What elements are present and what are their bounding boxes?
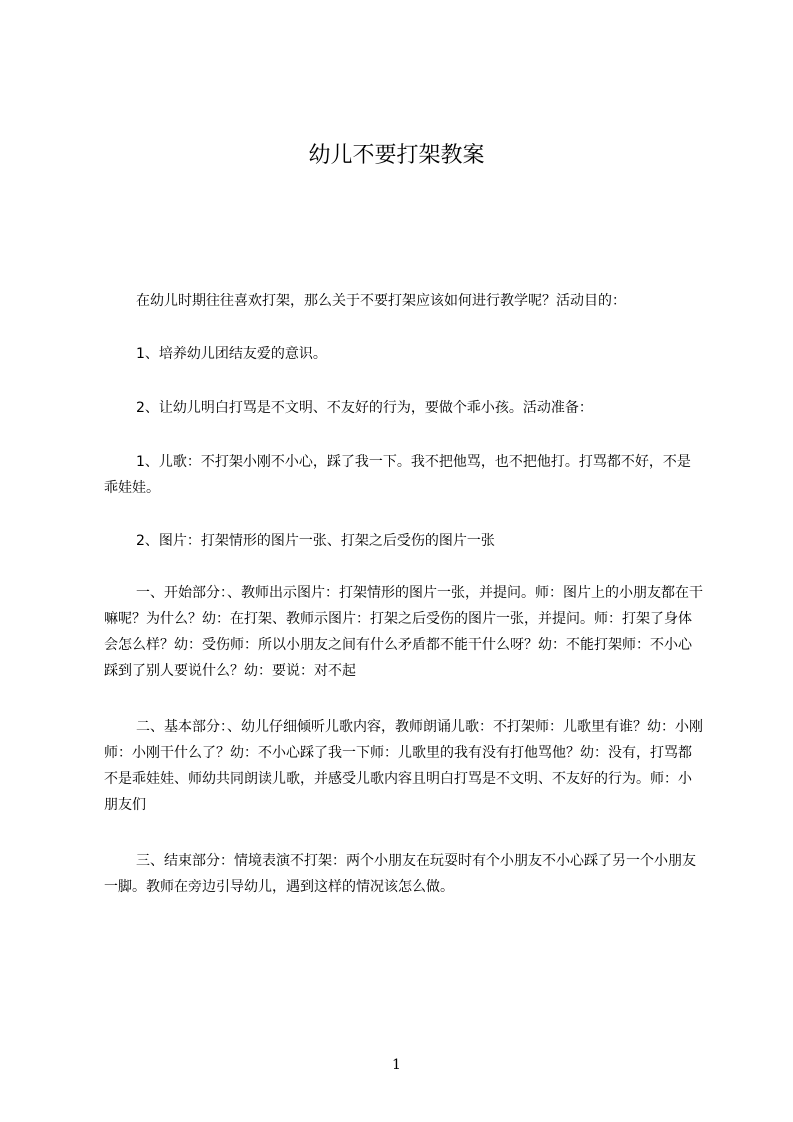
paragraph-intro: 在幼儿时期往往喜欢打架，那么关于不要打架应该如何进行教学呢？活动目的： xyxy=(136,293,626,309)
paragraph-part-2: 二、基本部分：、幼儿仔细倾听儿歌内容，教师朗诵儿歌：不打架师：儿歌里有谁？幼：小刚师：小刚干什么了？幼：不小心踩了我一下师：儿歌里的我有没有打他骂他？幼：没有，打骂都不是乖娃娃、师幼共同朗读儿歌，并感受儿歌内容且明白打骂是不文明、不友好的行为。师：小朋友们 xyxy=(104,719,703,813)
paragraph-prep-1: 1、儿歌：不打架小刚不小心，踩了我一下。我不把他骂，也不把他打。打骂都不好，不是乖娃娃。 xyxy=(104,454,691,496)
paragraph-part-3: 三、结束部分：情境表演不打架：两个小朋友在玩耍时有个小朋友不小心踩了另一个小朋友一脚。教师在旁边引导幼儿，遇到这样的情况该怎么做。 xyxy=(104,853,696,895)
paragraph-goal-1: 1、培养幼儿团结友爱的意识。 xyxy=(136,346,327,362)
page-number: 1 xyxy=(392,1057,401,1073)
paragraph-prep-2: 2、图片：打架情形的图片一张、打架之后受伤的图片一张 xyxy=(136,533,495,549)
document-title: 幼儿不要打架教案 xyxy=(308,143,485,168)
paragraph-part-1: 一、开始部分：、教师出示图片：打架情形的图片一张，并提问。师：图片上的小朋友都在干嘛呢？为什么？幼：在打架、教师示图片：打架之后受伤的图片一张，并提问。师：打架了身体会怎么样？幼：受伤师：所以小朋友之间有什么矛盾都不能干什么呀？幼：不能打架师：不小心踩到了别人要说什么？幼：要说：对不起 xyxy=(104,585,703,679)
paragraph-goal-2: 2、让幼儿明白打骂是不文明、不友好的行为，要做个乖小孩。活动准备： xyxy=(136,400,593,416)
